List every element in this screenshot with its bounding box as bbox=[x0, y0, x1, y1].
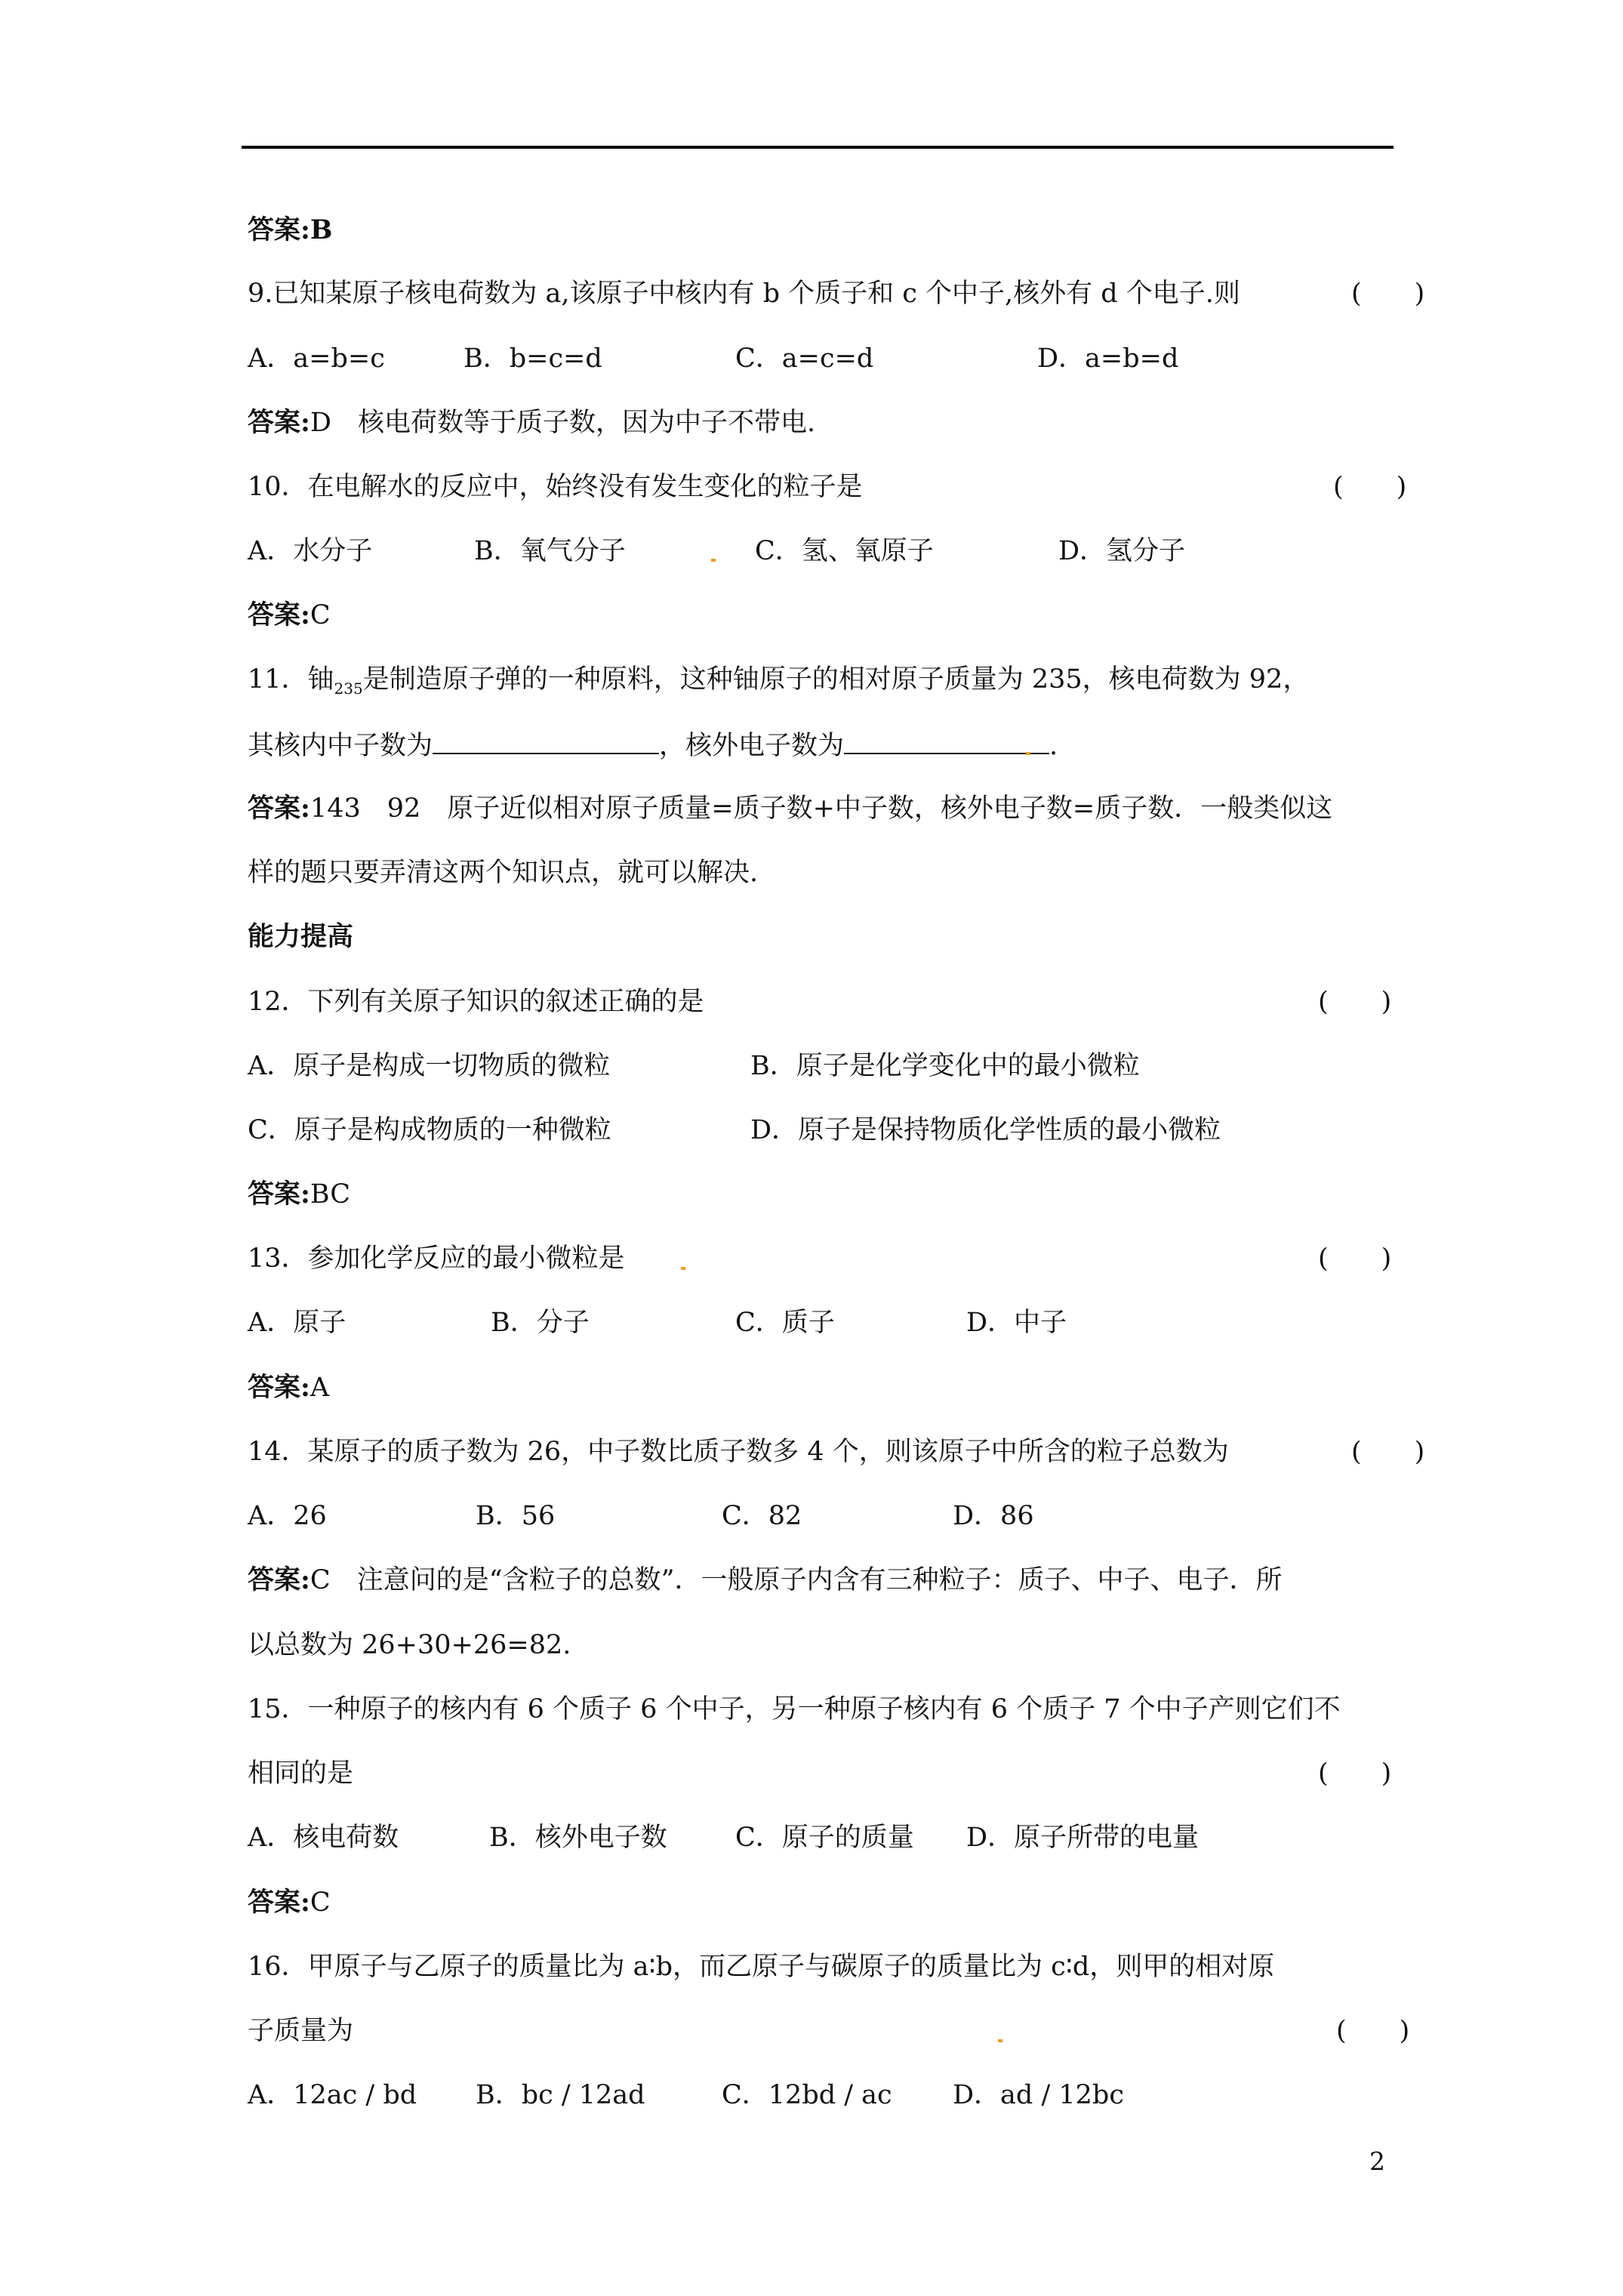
answer-label: 答案: bbox=[248, 1887, 310, 1918]
q16-paren: ( ) bbox=[1336, 2016, 1410, 2046]
q13-answer bbox=[248, 1370, 329, 1405]
q11-answer bbox=[248, 791, 1332, 826]
q11-blanks bbox=[248, 727, 1058, 763]
q11-text-neutrons: 其核内中子数为 bbox=[248, 731, 433, 761]
answer-q8 bbox=[248, 213, 333, 248]
answer-text: BC bbox=[310, 1179, 351, 1210]
q12-option-d: D．原子是保持物质化学性质的最小微粒 bbox=[750, 1115, 1221, 1145]
q11-end: . bbox=[1049, 731, 1058, 761]
q9-stem: 9.已知某原子核电荷数为 a,该原子中核内有 b 个质子和 c 个中子,核外有 d 个电子.则 bbox=[248, 279, 1240, 309]
q14-option-b: B．56 bbox=[476, 1501, 556, 1531]
answer-label: 答案: bbox=[248, 1372, 310, 1403]
scan-mark bbox=[998, 2039, 1002, 2042]
q15-stem-cont: 相同的是 bbox=[248, 1758, 354, 1789]
q16-option-a: A．12ac / bd bbox=[248, 2080, 417, 2110]
q15-stem: 15．一种原子的核内有 6 个质子 6 个中子，另一种原子核内有 6 个质子 7 个中子产则它们不 bbox=[248, 1694, 1341, 1724]
q9-option-d: D．a=b=d bbox=[1037, 344, 1179, 374]
q9-option-c: C．a=c=d bbox=[735, 344, 874, 374]
q11-text-electrons: ，核外电子数为 bbox=[659, 731, 845, 761]
q15-paren: ( ) bbox=[1318, 1758, 1392, 1789]
q12-option-a: A．原子是构成一切物质的微粒 bbox=[248, 1051, 611, 1081]
q9-paren: ( ) bbox=[1351, 279, 1425, 309]
q16-option-c: C．12bd / ac bbox=[722, 2080, 892, 2110]
q10-option-d: D．氢分子 bbox=[1058, 536, 1186, 566]
answer-label: 答案:B bbox=[248, 214, 333, 245]
answer-label: 答案: bbox=[248, 793, 310, 824]
q15-option-b: B．核外电子数 bbox=[489, 1823, 667, 1853]
answer-text: C bbox=[310, 600, 331, 630]
answer-text: C 注意问的是“含粒子的总数”．一般原子内含有三种粒子：质子、中子、电子．所 bbox=[310, 1565, 1283, 1595]
q15-answer bbox=[248, 1885, 331, 1920]
q12-option-c: C．原子是构成物质的一种微粒 bbox=[248, 1115, 611, 1145]
q14-option-c: C．82 bbox=[722, 1501, 802, 1531]
scan-mark bbox=[711, 559, 716, 562]
q13-option-b: B．分子 bbox=[491, 1308, 590, 1338]
q16-stem-cont: 子质量为 bbox=[248, 2016, 354, 2046]
q10-paren: ( ) bbox=[1333, 472, 1407, 502]
q12-stem: 12．下列有关原子知识的叙述正确的是 bbox=[248, 987, 704, 1017]
answer-text: A bbox=[310, 1373, 330, 1403]
q10-option-a: A．水分子 bbox=[248, 536, 373, 566]
q10-stem: 10．在电解水的反应中，始终没有发生变化的粒子是 bbox=[248, 472, 863, 502]
header-rule bbox=[242, 146, 1394, 149]
q16-option-b: B．bc / 12ad bbox=[476, 2080, 645, 2110]
q11-stem-rest: 是制造原子弹的一种原料，这种铀原子的相对原子质量为 235，核电荷数为 92， bbox=[362, 664, 1310, 695]
scan-mark bbox=[1026, 752, 1030, 755]
answer-label: 答案: bbox=[248, 599, 310, 630]
q10-option-b: B．氧气分子 bbox=[474, 536, 626, 566]
q11-blank-neutrons[interactable] bbox=[433, 727, 659, 754]
q9-option-b: B．b=c=d bbox=[463, 344, 602, 374]
q14-paren: ( ) bbox=[1351, 1437, 1425, 1467]
q9-option-a: A．a=b=c bbox=[248, 344, 385, 374]
q11-stem-start: 11．铀 bbox=[248, 664, 334, 695]
q12-answer bbox=[248, 1177, 350, 1212]
section-title: 能力提高 bbox=[248, 921, 354, 952]
q13-paren: ( ) bbox=[1318, 1244, 1392, 1274]
q10-answer bbox=[248, 598, 331, 633]
q9-answer bbox=[248, 405, 815, 440]
q13-option-d: D．中子 bbox=[966, 1308, 1067, 1338]
q11-stem bbox=[248, 662, 1309, 700]
scan-mark bbox=[681, 1267, 685, 1270]
q15-option-c: C．原子的质量 bbox=[735, 1823, 914, 1853]
q14-option-d: D．86 bbox=[953, 1501, 1034, 1531]
q15-option-a: A．核电荷数 bbox=[248, 1823, 399, 1853]
q14-stem: 14．某原子的质子数为 26，中子数比质子数多 4 个，则该原子中所含的粒子总数为 bbox=[248, 1437, 1229, 1467]
answer-label: 答案: bbox=[248, 1179, 310, 1210]
q16-stem: 16．甲原子与乙原子的质量比为 a∶b，而乙原子与碳原子的质量比为 c∶d，则甲的相对原 bbox=[248, 1952, 1275, 1982]
answer-text: 143 92 原子近似相对原子质量=质子数+中子数，核外电子数=质子数．一般类似这 bbox=[310, 794, 1333, 824]
q12-option-b: B．原子是化学变化中的最小微粒 bbox=[750, 1051, 1140, 1081]
q11-blank-electrons[interactable] bbox=[844, 727, 1049, 754]
q11-answer-cont: 样的题只要弄清这两个知识点，就可以解决. bbox=[248, 858, 759, 888]
q13-option-a: A．原子 bbox=[248, 1308, 346, 1338]
q14-answer bbox=[248, 1563, 1283, 1598]
q10-option-c: C．氢、氧原子 bbox=[755, 536, 934, 566]
q12-paren: ( ) bbox=[1318, 987, 1392, 1017]
q11-subscript: 235 bbox=[334, 680, 363, 698]
answer-text: D 核电荷数等于质子数，因为中子不带电. bbox=[310, 408, 816, 438]
q15-option-d: D．原子所带的电量 bbox=[966, 1823, 1200, 1853]
page-number: 2 bbox=[1369, 2147, 1385, 2176]
q14-option-a: A．26 bbox=[248, 1501, 327, 1531]
q14-answer-cont: 以总数为 26+30+26=82. bbox=[248, 1630, 571, 1660]
q16-option-d: D．ad / 12bc bbox=[953, 2080, 1124, 2110]
answer-label: 答案: bbox=[248, 1564, 310, 1595]
q13-option-c: C．质子 bbox=[735, 1308, 835, 1338]
answer-label: 答案: bbox=[248, 407, 310, 438]
q13-stem: 13．参加化学反应的最小微粒是 bbox=[248, 1244, 625, 1274]
answer-text: C bbox=[310, 1888, 331, 1918]
